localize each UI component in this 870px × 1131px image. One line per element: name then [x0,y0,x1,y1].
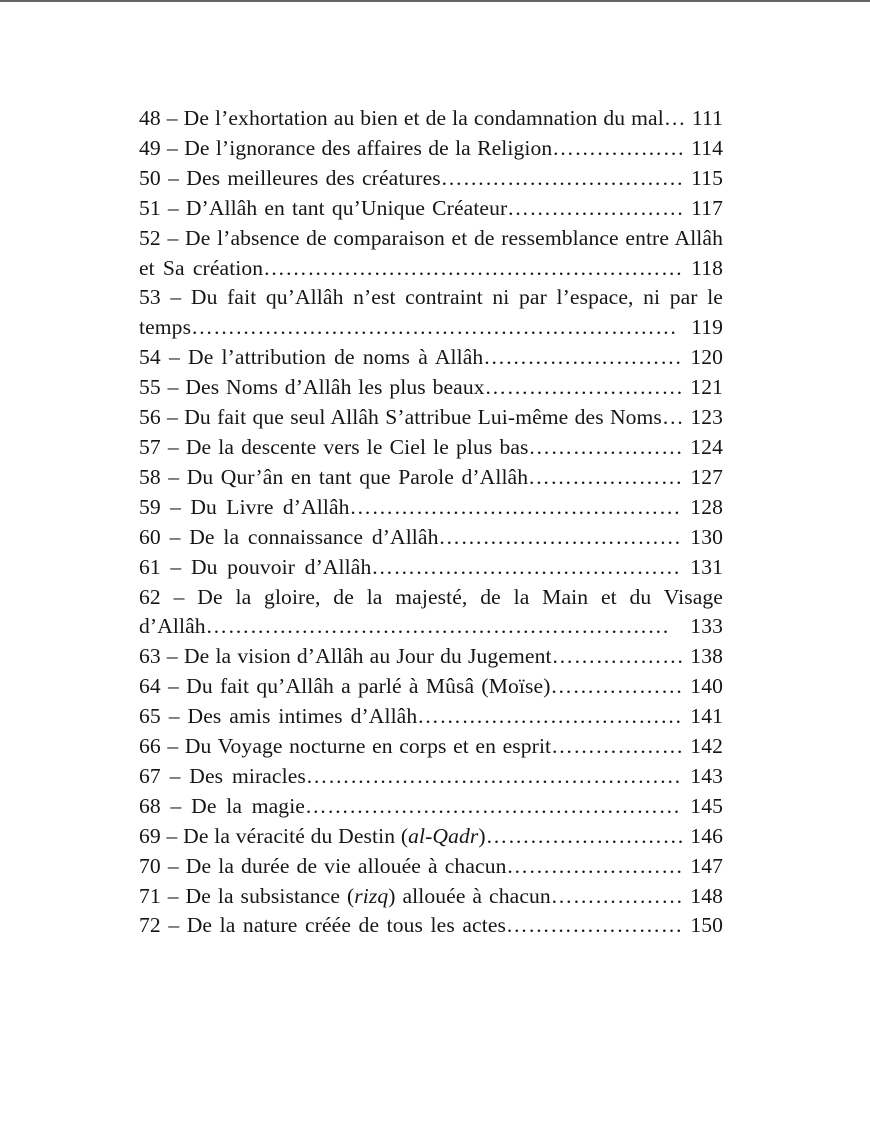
toc-entry-57: 57 – De la descente vers le Ciel le plus bas………………… 124 [139,434,723,459]
entry-title: Des amis intimes d’Allâh [187,704,418,729]
dot-leader: ……………………… [484,375,684,400]
page-number: 118 [691,255,723,280]
entry-title: De l’attribution de noms à Allâh [188,345,484,370]
page-number: 111 [691,106,723,130]
entry-title: De la gloire, de la majesté, de la Main et du Visage d’Allâh [139,584,723,639]
entry-number: 61 [139,554,161,579]
entry-number: 63 [139,644,161,669]
dot-leader: …………………… [506,913,683,938]
entry-number: 71 [139,883,161,908]
table-of-contents [139,104,723,941]
page-number: 119 [691,315,723,340]
toc-entry-48: 48 – De l’exhortation au bien et de la condamnation du mal… 111 [139,106,723,130]
dot-leader: …………………… [506,853,684,878]
entry-title: De la magie [191,793,305,818]
dot-leader: ………………………………………………… [263,255,683,280]
dot-leader: …………………………… [440,165,684,190]
dot-leader: …………………………………………… [304,793,681,818]
entry-title: Du fait qu’Allâh n’est contraint ni par l’espace, ni par le temps [139,285,723,340]
entry-number: 56 [139,405,161,430]
toc-entry-67: 67 – Des miracles…………………………………………… 143 [139,763,723,788]
toc-entry-54: 54 – De l’attribution de noms à Allâh……………………… 120 [139,345,724,370]
page-number: 121 [690,375,723,400]
entry-title: De l’exhortation au bien et de la condamnation du mal [183,106,664,130]
page-number: 133 [690,614,723,639]
page-number: 147 [690,853,724,878]
entry-number: 64 [139,674,161,699]
entry-title: D’Allâh en tant qu’Unique Créateur [185,195,508,220]
toc-entry-65: 65 – Des amis intimes d’Allâh……………………………… 141 [139,704,723,729]
entry-number: 70 [139,853,161,878]
entry-number: 62 [139,584,161,609]
page-number: 127 [690,464,724,489]
toc-entry-52: 52 – De l’absence de comparaison et de ressemblance entre Allâh et Sa création………………………………………………… 118 [139,225,723,280]
dot-leader: …………………… [507,195,685,220]
entry-title: De la subsistance (rizq) allouée à chacun [185,883,551,908]
toc-entry-69: 69 – De la véracité du Destin (al-Qadr)……………………… 146 [139,823,723,848]
toc-entry-58: 58 – Du Qur’ân en tant que Parole d’Allâh………………… 127 [139,464,724,489]
toc-entry-55: 55 – Des Noms d’Allâh les plus beaux……………………… 121 [139,375,723,400]
entry-title: De la durée de vie allouée à chacun [185,853,507,878]
entry-title: De la connaissance d’Allâh [189,524,439,549]
page-number: 141 [690,704,723,729]
entry-title: Du pouvoir d’Allâh [190,554,372,579]
page-number: 115 [691,165,723,190]
toc-entry-56: 56 – Du fait que seul Allâh S’attribue Lui-même des Noms… 123 [139,405,724,430]
toc-entry-70: 70 – De la durée de vie allouée à chacun…………………… 147 [139,853,724,878]
dot-leader: ……………… [550,883,684,908]
page-number: 146 [690,823,723,848]
toc-entry-63: 63 – De la vision d’Allâh au Jour du Jugement……………… 138 [139,644,723,669]
entry-number: 60 [139,524,161,549]
entry-number: 54 [139,345,161,370]
scan-artifact-top-edge [0,0,870,2]
page-number: 142 [690,734,723,759]
entry-number: 57 [139,434,161,459]
entry-number: 53 [139,285,161,310]
toc-entry-64: 64 – Du fait qu’Allâh a parlé à Mûsâ (Moïse)……………… 140 [139,674,723,699]
dot-leader: ……………… [552,135,685,160]
entry-title: De l’ignorance des affaires de la Religion [184,135,553,160]
dot-leader: ………………… [528,434,684,459]
page-number: 131 [690,554,723,579]
dot-leader: ……………………………………………………… [205,614,670,639]
dot-leader: … [663,106,686,130]
entry-number: 48 [139,106,161,130]
entry-number: 58 [139,464,161,489]
dot-leader: ……………………… [485,823,685,848]
entry-title: Des miracles [189,763,306,788]
page-number: 128 [690,494,723,519]
dot-leader: ……………………………… [417,704,683,729]
entry-number: 66 [139,734,161,759]
entry-title: Des Noms d’Allâh les plus beaux [185,375,485,400]
page-number: 148 [690,883,723,908]
entry-number: 51 [139,195,161,220]
dot-leader: … [661,405,685,430]
toc-entry-61: 61 – Du pouvoir d’Allâh…………………………………… 131 [139,554,723,579]
entry-number: 67 [139,763,161,788]
entry-title: De la véracité du Destin (al-Qadr) [183,823,486,848]
page-number: 138 [690,644,723,669]
dot-leader: …………………………… [438,524,682,549]
toc-entry-66: 66 – Du Voyage nocturne en corps et en esprit……………… 142 [139,734,723,759]
entry-number: 50 [139,165,161,190]
dot-leader: ……………… [551,644,685,669]
entry-number: 69 [139,823,161,848]
entry-title: Des meilleures des créatures [186,165,441,190]
entry-title: De l’absence de comparaison et de ressemblance entre Allâh et Sa création [139,225,723,280]
page-number: 150 [690,913,724,938]
entry-title: De la descente vers le Ciel le plus bas [185,434,529,459]
entry-number: 52 [139,225,161,250]
page-number: 123 [690,405,724,430]
page-number: 114 [691,135,723,160]
toc-entry-60: 60 – De la connaissance d’Allâh…………………………… 130 [139,524,723,549]
toc-entry-53: 53 – Du fait qu’Allâh n’est contraint ni par l’espace, ni par le temps………………………………………………………… 119 [139,285,723,340]
dot-leader: …………………………………… [371,554,681,579]
dot-leader: …………………………………………… [305,763,682,788]
entry-number: 72 [139,913,161,938]
dot-leader: ……………………… [483,345,683,370]
entry-title: Du Livre d’Allâh [190,494,350,519]
toc-entry-50: 50 – Des meilleures des créatures…………………………… 115 [139,165,723,190]
page-number: 143 [690,763,723,788]
page-number: 124 [690,434,723,459]
entry-title: Du Voyage nocturne en corps et en esprit [184,734,552,759]
page-number: 117 [691,195,724,220]
toc-entry-59: 59 – Du Livre d’Allâh……………………………………… 128 [139,494,723,519]
entry-number: 55 [139,375,161,400]
toc-entry-71: 71 – De la subsistance (rizq) allouée à chacun……………… 148 [139,883,723,908]
entry-number: 49 [139,135,161,160]
dot-leader: ……………………………………… [349,494,681,519]
entry-title: De la nature créée de tous les actes [186,913,507,938]
entry-title: Du Qur’ân en tant que Parole d’Allâh [186,464,529,489]
page-number: 145 [690,793,723,818]
toc-entry-49: 49 – De l’ignorance des affaires de la Religion……………… 114 [139,135,723,160]
entry-title: Du fait qu’Allâh a parlé à Mûsâ (Moïse) [186,674,551,699]
entry-number: 68 [139,793,161,818]
toc-entry-51: 51 – D’Allâh en tant qu’Unique Créateur…………………… 117 [139,195,724,220]
dot-leader: ………………… [528,464,683,489]
entry-number: 59 [139,494,161,519]
page-number: 130 [690,524,723,549]
page-number: 120 [690,345,724,370]
entry-title: De la vision d’Allâh au Jour du Jugement [183,644,552,669]
entry-title: Du fait que seul Allâh S’attribue Lui-même des Noms [184,405,662,430]
page-number: 140 [690,674,723,699]
dot-leader: ………………………………………………………… [191,315,678,340]
entry-number: 65 [139,704,161,729]
toc-entry-68: 68 – De la magie…………………………………………… 145 [139,793,723,818]
dot-leader: ……………… [551,734,684,759]
toc-entry-72: 72 – De la nature créée de tous les actes…………………… 150 [139,913,724,938]
dot-leader: ……………… [550,674,684,699]
toc-entry-62: 62 – De la gloire, de la majesté, de la Main et du Visage d’Allâh……………………………………………………… 133 [139,584,723,639]
